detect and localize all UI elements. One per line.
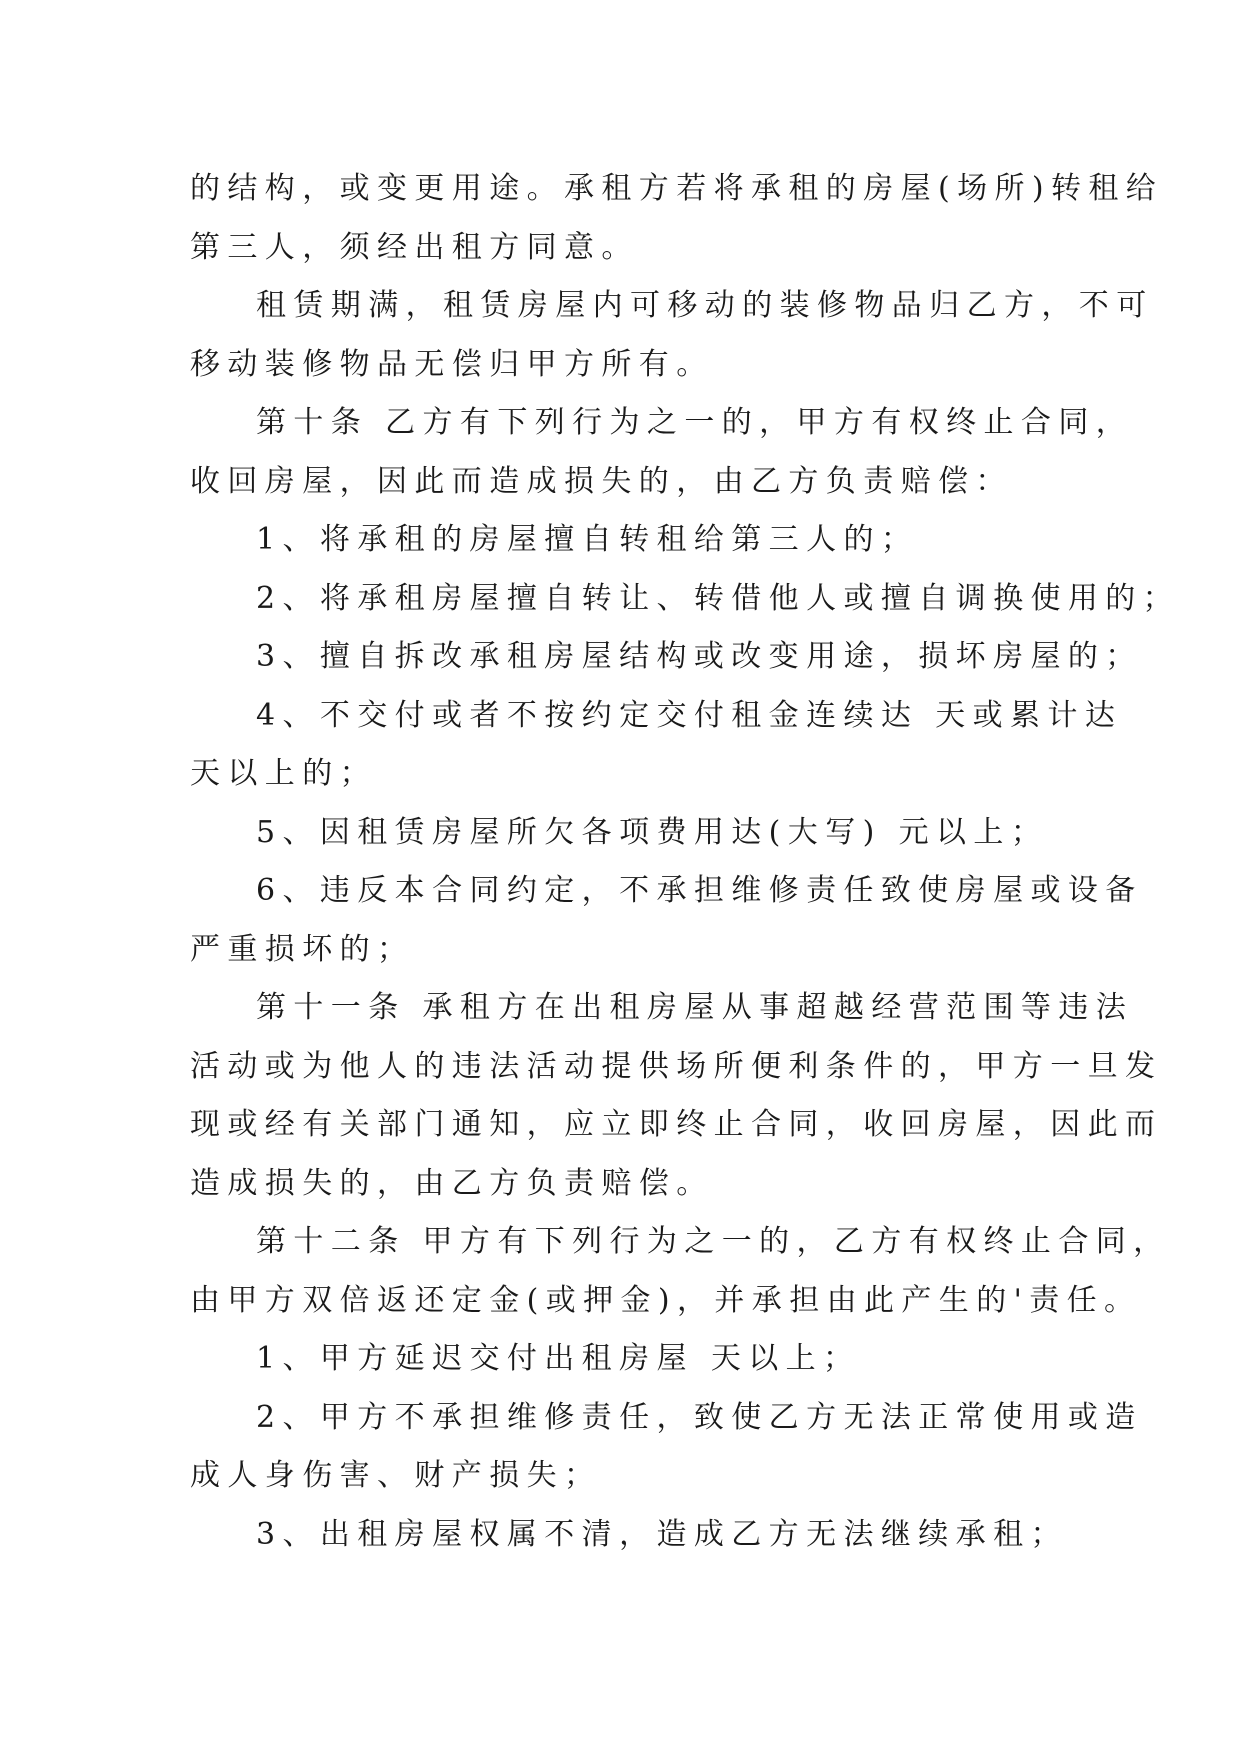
list-item: 1、甲方延迟交付出租房屋 天以上； <box>256 1341 861 1376</box>
article-11-heading: 第十一条 承租方在出租房屋从事超越经营范围等违法 <box>256 990 1134 1025</box>
list-item: 1、将承租的房屋擅自转租给第三人的； <box>256 522 919 557</box>
text-line: 移动装修物品无偿归甲方所有。 <box>190 346 714 382</box>
article-12-heading: 第十二条 甲方有下列行为之一的，乙方有权终止合同， <box>256 1224 1171 1259</box>
list-item: 2、将承租房屋擅自转让、转借他人或擅自调换使用的； <box>256 580 1181 616</box>
text-line: 成人身伤害、财产损失； <box>190 1458 602 1493</box>
text-line: 第三人，须经出租方同意。 <box>190 229 639 265</box>
text-line: 由甲方双倍返还定金(或押金)，并承担由此产生的'责任。 <box>190 1282 1142 1318</box>
text-line: 现或经有关部门通知，应立即终止合同，收回房屋，因此而 <box>190 1107 1163 1142</box>
list-item: 4、不交付或者不按约定交付租金连续达 天或累计达 <box>256 697 1123 733</box>
text-line: 活动或为他人的违法活动提供场所便利条件的，甲方一旦发 <box>190 1048 1163 1084</box>
text-line: 收回房屋，因此而造成损失的，由乙方负责赔偿： <box>190 463 1013 499</box>
document-body <box>190 160 1181 1564</box>
list-item: 3、出租房屋权属不清，造成乙方无法继续承租； <box>256 1516 1068 1552</box>
text-line: 天以上的； <box>190 756 377 791</box>
list-item: 5、因租赁房屋所欠各项费用达(大写) 元以上； <box>256 814 1049 850</box>
article-10-heading: 第十条 乙方有下列行为之一的，甲方有权终止合同， <box>256 405 1134 440</box>
list-item: 2、甲方不承担维修责任，致使乙方无法正常使用或造 <box>256 1399 1143 1435</box>
text-line: 造成损失的，由乙方负责赔偿。 <box>190 1165 714 1201</box>
text-line: 租赁期满，租赁房屋内可移动的装修物品归乙方，不可 <box>256 288 1154 323</box>
text-line: 的结构，或变更用途。承租方若将承租的房屋(场所)转租给 <box>190 171 1164 206</box>
list-item: 6、违反本合同约定，不承担维修责任致使房屋或设备 <box>256 873 1143 908</box>
text-line: 严重损坏的； <box>190 931 415 967</box>
list-item: 3、擅自拆改承租房屋结构或改变用途，损坏房屋的； <box>256 639 1143 674</box>
